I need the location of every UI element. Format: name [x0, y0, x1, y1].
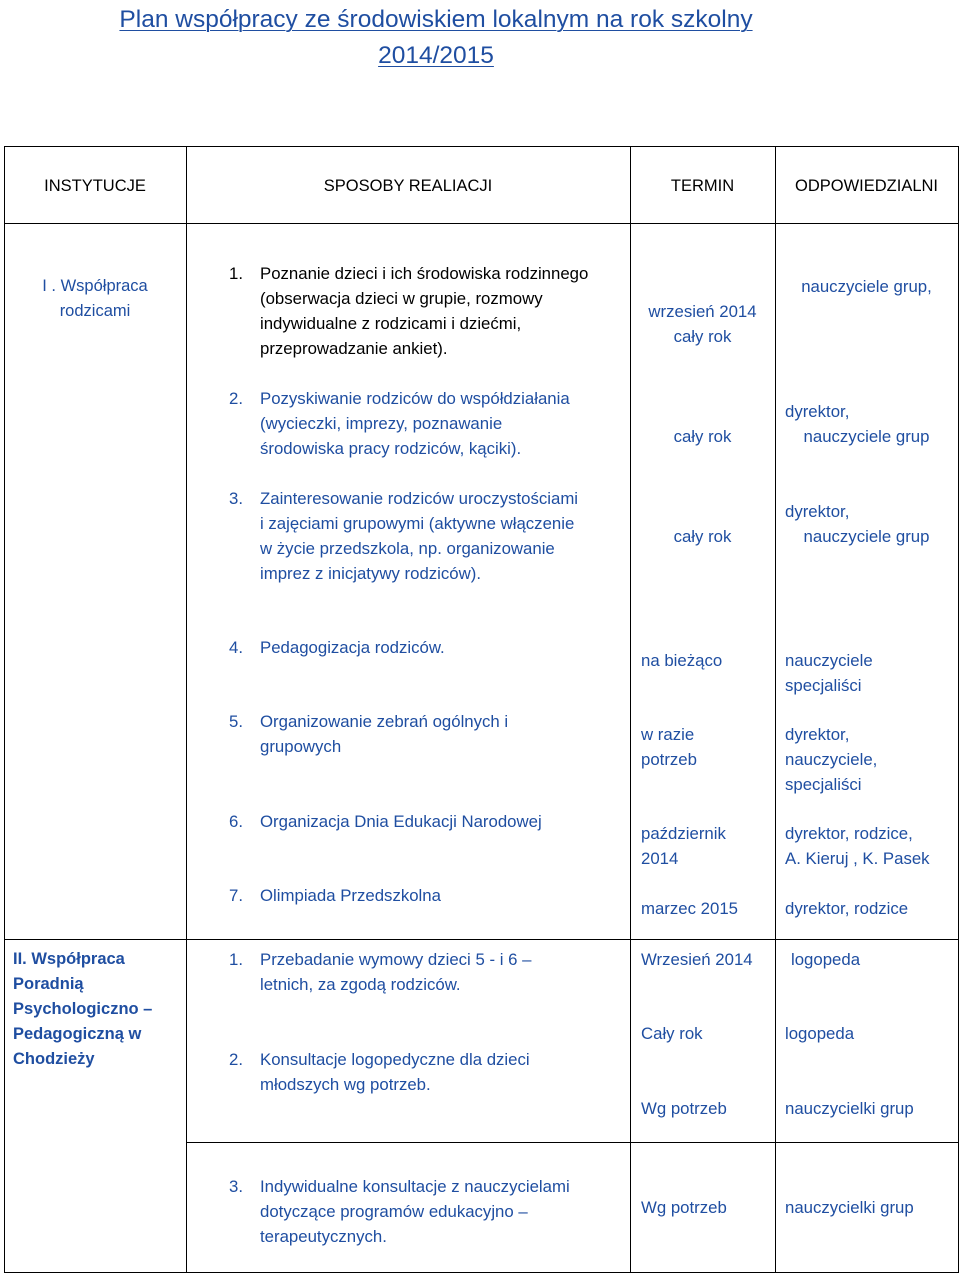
resp-line: specjaliści — [785, 775, 862, 794]
term-line: wrzesień 2014 — [648, 302, 757, 321]
resp-1-1 — [775, 274, 958, 299]
item-number: 2. — [229, 1050, 243, 1069]
table-right-border — [958, 146, 959, 1273]
resp-line: nauczyciele grup — [803, 427, 930, 446]
row-divider-sec2 — [186, 1142, 959, 1143]
term-1-3 — [630, 524, 775, 549]
resp-2-2: logopeda — [785, 1024, 855, 1043]
term-2-3: Wg potrzeb — [641, 1099, 727, 1118]
item-line: (wycieczki, imprezy, poznawanie — [260, 414, 503, 433]
term-1-2 — [630, 424, 775, 449]
resp-1-5 — [785, 722, 877, 797]
item-number: 4. — [229, 638, 243, 657]
resp-line: dyrektor, — [785, 725, 850, 744]
item-line: letnich, za zgodą rodziców. — [260, 975, 461, 994]
item-text-2-2 — [260, 1047, 530, 1097]
institution-2-line: II. Współpraca — [13, 950, 125, 968]
header-term: TERMIN — [670, 177, 735, 195]
resp-line: nauczyciele, — [785, 750, 878, 769]
item-line: Konsultacje logopedyczne dla dzieci — [260, 1050, 530, 1069]
resp-line: nauczyciele — [785, 651, 873, 670]
col-divider-1 — [186, 146, 187, 1273]
item-number: 3. — [229, 489, 243, 508]
header-institutions: INSTYTUCJE — [44, 177, 146, 195]
item-line: Pozyskiwanie rodziców do współdziałania — [260, 389, 570, 408]
term-2-1: Wrzesień 2014 — [641, 950, 753, 969]
term-2-2: Cały rok — [641, 1024, 703, 1043]
item-line: Indywidualne konsultacje z nauczycielami — [260, 1177, 570, 1196]
term-1-5 — [641, 722, 697, 772]
item-number: 2. — [229, 389, 243, 408]
resp-2-3: nauczycielki grup — [785, 1099, 914, 1118]
item-line: przeprowadzanie ankiet). — [260, 339, 448, 358]
resp-1-3 — [775, 499, 958, 549]
resp-line: nauczyciele grup, — [801, 277, 932, 296]
item-line: młodszych wg potrzeb. — [260, 1075, 431, 1094]
resp-2-1: logopeda — [791, 950, 861, 969]
item-line: indywidualne z rodzicami i dziećmi, — [260, 314, 522, 333]
item-line: dotyczące programów edukacyjno – — [260, 1202, 528, 1221]
term-2-4: Wg potrzeb — [641, 1198, 727, 1217]
term-line: cały rok — [673, 427, 732, 446]
institution-2-line: Chodzieży — [13, 1050, 95, 1068]
title-line-1: Plan współpracy ze środowiskiem lokalnym na rok szkolny — [119, 6, 753, 33]
title-line-2: 2014/2015 — [378, 42, 494, 69]
table-top-border — [4, 146, 959, 147]
item-text-1-2 — [260, 386, 570, 461]
item-text-2-3 — [260, 1174, 570, 1249]
term-line: marzec 2015 — [641, 899, 739, 918]
term-line: cały rok — [673, 327, 732, 346]
item-line: Przebadanie wymowy dzieci 5 - i 6 – — [260, 950, 532, 969]
resp-line: nauczyciele grup — [803, 527, 930, 546]
resp-1-2 — [775, 399, 958, 449]
item-line: grupowych — [260, 737, 342, 756]
item-line: Organizacja Dnia Edukacji Narodowej — [260, 812, 542, 831]
item-line: imprez z inicjatywy rodziców). — [260, 564, 481, 583]
resp-line: A. Kieruj , K. Pasek — [785, 849, 930, 868]
term-1-7 — [641, 896, 738, 921]
item-number: 7. — [229, 886, 243, 905]
term-line: październik — [641, 824, 726, 843]
institution-2-line: Pedagogiczną w — [13, 1025, 142, 1043]
item-text-1-3 — [260, 486, 578, 586]
resp-1-7 — [785, 896, 908, 921]
term-line: cały rok — [673, 527, 732, 546]
item-text-1-5 — [260, 709, 508, 759]
resp-line: dyrektor, rodzice, — [785, 824, 913, 843]
item-number: 1. — [229, 950, 243, 969]
item-number: 1. — [229, 264, 243, 283]
resp-line: dyrektor, rodzice — [785, 899, 909, 918]
header-responsible: ODPOWIEDZIALNI — [794, 177, 938, 195]
institution-cell-1 — [4, 274, 186, 324]
item-line: (obserwacja dzieci w grupie, rozmowy — [260, 289, 543, 308]
resp-2-4: nauczycielki grup — [785, 1198, 914, 1217]
col-divider-3 — [775, 146, 776, 1273]
item-number: 3. — [229, 1177, 243, 1196]
item-line: w życie przedszkola, np. organizowanie — [260, 539, 555, 558]
item-line: i zajęciami grupowymi (aktywne włączenie — [260, 514, 575, 533]
item-text-2-1 — [260, 947, 531, 997]
term-1-4 — [641, 648, 722, 673]
institution-1-line-2: rodzicami — [59, 302, 131, 320]
page-title — [0, 2, 872, 74]
item-line: Organizowanie zebrań ogólnych i — [260, 712, 509, 731]
institution-2-line: Psychologiczno – — [13, 1000, 153, 1018]
item-line: terapeutycznych. — [260, 1227, 387, 1246]
resp-1-6 — [785, 821, 930, 871]
item-text-1-6 — [260, 809, 542, 834]
term-line: potrzeb — [641, 750, 697, 769]
header-methods: SPOSOBY REALIACJI — [323, 177, 493, 195]
term-line: w razie — [641, 725, 695, 744]
resp-line: specjaliści — [785, 676, 862, 695]
resp-line: dyrektor, — [785, 502, 850, 521]
item-number: 5. — [229, 712, 243, 731]
item-line: Poznanie dzieci i ich środowiska rodzinnego — [260, 264, 589, 283]
item-line: Pedagogizacja rodziców. — [260, 638, 445, 657]
institution-2-line: Poradnią — [13, 975, 84, 993]
item-line: Zainteresowanie rodziców uroczystościami — [260, 489, 579, 508]
term-1-1 — [630, 299, 775, 349]
table-bottom-border — [4, 1272, 959, 1273]
item-text-1-7 — [260, 883, 441, 908]
institution-cell-2 — [13, 947, 152, 1072]
item-text-1-1 — [260, 261, 588, 361]
term-line: na bieżąco — [641, 651, 723, 670]
header-bottom-border — [4, 223, 959, 224]
resp-1-4 — [785, 648, 873, 698]
item-line: Olimpiada Przedszkolna — [260, 886, 441, 905]
item-number: 6. — [229, 812, 243, 831]
term-line: 2014 — [641, 849, 679, 868]
institution-1-line-1: I . Współpraca — [42, 277, 148, 295]
resp-line: dyrektor, — [785, 402, 850, 421]
term-1-6 — [641, 821, 726, 871]
item-text-1-4 — [260, 635, 445, 660]
item-line: środowiska pracy rodziców, kąciki). — [260, 439, 522, 458]
section-divider — [4, 939, 959, 940]
